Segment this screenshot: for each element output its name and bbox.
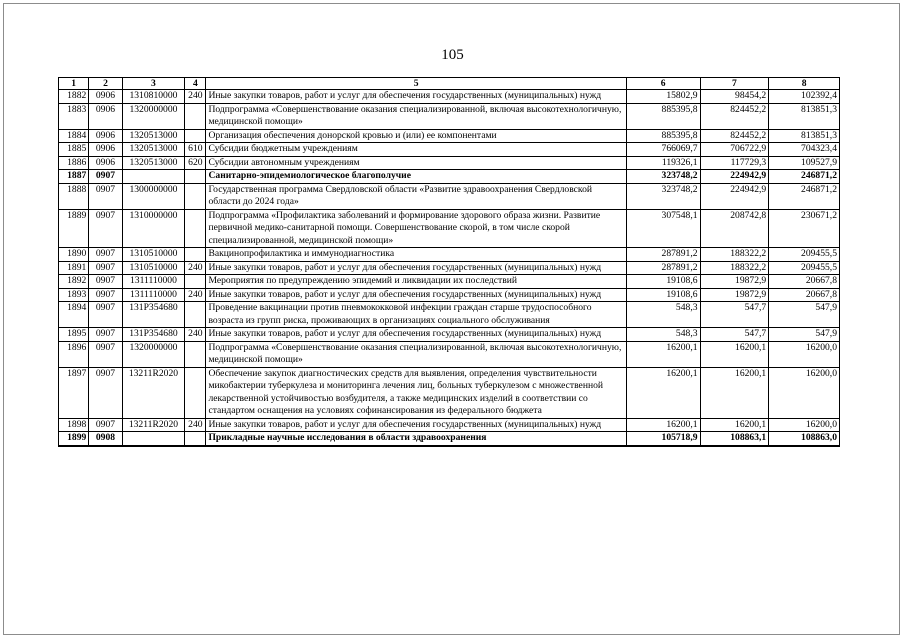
table-body <box>59 90 840 446</box>
table-row <box>59 418 840 432</box>
row-number-cell: 1888 <box>59 183 89 209</box>
target-item-code-cell: 1300000000 <box>122 183 185 209</box>
row-number-cell: 1884 <box>59 129 89 143</box>
item-name-cell: Субсидии бюджетным учреждениям <box>206 143 626 157</box>
target-item-code-cell: 13211R2020 <box>122 367 185 418</box>
table-row <box>59 156 840 170</box>
target-item-code-cell: 1310000000 <box>122 209 185 248</box>
header-cell: 4 <box>185 78 206 90</box>
table-row <box>59 183 840 209</box>
section-code-cell: 0906 <box>89 156 122 170</box>
row-number-cell: 1882 <box>59 90 89 104</box>
section-code-cell: 0907 <box>89 367 122 418</box>
row-number-cell: 1886 <box>59 156 89 170</box>
amount-year3-cell: 246871,2 <box>769 170 840 184</box>
amount-year1-cell: 19108,6 <box>626 288 700 302</box>
header-cell: 5 <box>206 78 626 90</box>
row-number-cell: 1892 <box>59 275 89 289</box>
budget-table <box>58 77 840 447</box>
amount-year1-cell: 119326,1 <box>626 156 700 170</box>
target-item-code-cell <box>122 432 185 446</box>
target-item-code-cell: 1311110000 <box>122 275 185 289</box>
amount-year2-cell: 16200,1 <box>700 341 769 367</box>
row-number-cell: 1899 <box>59 432 89 446</box>
table-row <box>59 288 840 302</box>
amount-year2-cell: 706722,9 <box>700 143 769 157</box>
table-row <box>59 103 840 129</box>
header-cell: 3 <box>122 78 185 90</box>
section-code-cell: 0907 <box>89 248 122 262</box>
amount-year1-cell: 323748,2 <box>626 170 700 184</box>
amount-year1-cell: 548,3 <box>626 302 700 328</box>
section-code-cell: 0907 <box>89 328 122 342</box>
amount-year3-cell: 813851,3 <box>769 129 840 143</box>
row-number-cell: 1883 <box>59 103 89 129</box>
target-item-code-cell: 131P354680 <box>122 302 185 328</box>
table-row <box>59 143 840 157</box>
target-item-code-cell: 1311110000 <box>122 288 185 302</box>
header-cell: 2 <box>89 78 122 90</box>
section-code-cell: 0907 <box>89 183 122 209</box>
item-name-cell: Санитарно-эпидемиологическое благополучие <box>206 170 626 184</box>
expense-type-code-cell <box>185 103 206 129</box>
target-item-code-cell: 1310510000 <box>122 261 185 275</box>
item-name-cell: Обеспечение закупок диагностических средств для выявления, определения чувствительности микобактерии туберкулеза и мониторинга лечения лиц, больных туберкулезом с множественной лекарственной устойчивостью возбудителя, а также медицинских изделий в соответствии со стандартом оснащения на условиях софинансирования из федерального бюджета <box>206 367 626 418</box>
amount-year1-cell: 548,3 <box>626 328 700 342</box>
section-code-cell: 0906 <box>89 90 122 104</box>
amount-year1-cell: 885395,8 <box>626 103 700 129</box>
expense-type-code-cell <box>185 341 206 367</box>
item-name-cell: Иные закупки товаров, работ и услуг для обеспечения государственных (муниципальных) нужд <box>206 261 626 275</box>
item-name-cell: Прикладные научные исследования в области здравоохранения <box>206 432 626 446</box>
amount-year3-cell: 209455,5 <box>769 261 840 275</box>
amount-year3-cell: 16200,0 <box>769 341 840 367</box>
expense-type-code-cell: 610 <box>185 143 206 157</box>
amount-year2-cell: 224942,9 <box>700 183 769 209</box>
table-header-row <box>59 78 840 90</box>
row-number-cell: 1893 <box>59 288 89 302</box>
section-code-cell: 0907 <box>89 261 122 275</box>
section-code-cell: 0907 <box>89 170 122 184</box>
table-row <box>59 261 840 275</box>
section-code-cell: 0907 <box>89 288 122 302</box>
amount-year3-cell: 16200,0 <box>769 418 840 432</box>
row-number-cell: 1897 <box>59 367 89 418</box>
amount-year3-cell: 704323,4 <box>769 143 840 157</box>
amount-year3-cell: 246871,2 <box>769 183 840 209</box>
expense-type-code-cell: 240 <box>185 288 206 302</box>
expense-type-code-cell: 240 <box>185 328 206 342</box>
amount-year1-cell: 885395,8 <box>626 129 700 143</box>
amount-year2-cell: 19872,9 <box>700 288 769 302</box>
item-name-cell: Иные закупки товаров, работ и услуг для обеспечения государственных (муниципальных) нужд <box>206 328 626 342</box>
amount-year1-cell: 323748,2 <box>626 183 700 209</box>
amount-year2-cell: 824452,2 <box>700 103 769 129</box>
table-row <box>59 432 840 446</box>
amount-year2-cell: 16200,1 <box>700 367 769 418</box>
amount-year3-cell: 547,9 <box>769 328 840 342</box>
row-number-cell: 1896 <box>59 341 89 367</box>
amount-year1-cell: 766069,7 <box>626 143 700 157</box>
item-name-cell: Государственная программа Свердловской области «Развитие здравоохранения Свердловской области до 2024 года» <box>206 183 626 209</box>
amount-year1-cell: 16200,1 <box>626 341 700 367</box>
target-item-code-cell: 1310810000 <box>122 90 185 104</box>
amount-year2-cell: 108863,1 <box>700 432 769 446</box>
table-row <box>59 129 840 143</box>
row-number-cell: 1887 <box>59 170 89 184</box>
amount-year3-cell: 109527,9 <box>769 156 840 170</box>
expense-type-code-cell: 620 <box>185 156 206 170</box>
amount-year1-cell: 287891,2 <box>626 248 700 262</box>
page-number: 105 <box>441 47 464 63</box>
table-row <box>59 209 840 248</box>
item-name-cell: Подпрограмма «Профилактика заболеваний и формирование здорового образа жизни. Развитие первичной медико-санитарной помощи. Совершенствование скорой, в том числе скорой специализированной, медицинской помощи» <box>206 209 626 248</box>
section-code-cell: 0908 <box>89 432 122 446</box>
amount-year2-cell: 98454,2 <box>700 90 769 104</box>
expense-type-code-cell <box>185 367 206 418</box>
expense-type-code-cell: 240 <box>185 90 206 104</box>
amount-year2-cell: 208742,8 <box>700 209 769 248</box>
header-cell: 1 <box>59 78 89 90</box>
expense-type-code-cell <box>185 129 206 143</box>
amount-year3-cell: 20667,8 <box>769 288 840 302</box>
amount-year3-cell: 209455,5 <box>769 248 840 262</box>
table-row <box>59 367 840 418</box>
row-number-cell: 1898 <box>59 418 89 432</box>
amount-year1-cell: 16200,1 <box>626 367 700 418</box>
expense-type-code-cell: 240 <box>185 418 206 432</box>
header-cell: 8 <box>769 78 840 90</box>
row-number-cell: 1891 <box>59 261 89 275</box>
table-row <box>59 341 840 367</box>
amount-year3-cell: 102392,4 <box>769 90 840 104</box>
expense-type-code-cell: 240 <box>185 261 206 275</box>
amount-year1-cell: 15802,9 <box>626 90 700 104</box>
target-item-code-cell: 1310510000 <box>122 248 185 262</box>
section-code-cell: 0907 <box>89 275 122 289</box>
amount-year1-cell: 105718,9 <box>626 432 700 446</box>
amount-year2-cell: 547,7 <box>700 328 769 342</box>
amount-year1-cell: 19108,6 <box>626 275 700 289</box>
target-item-code-cell: 1320513000 <box>122 129 185 143</box>
expense-type-code-cell <box>185 275 206 289</box>
target-item-code-cell <box>122 170 185 184</box>
item-name-cell: Подпрограмма «Совершенствование оказания специализированной, включая высокотехнологичную, медицинской помощи» <box>206 341 626 367</box>
expense-type-code-cell <box>185 170 206 184</box>
item-name-cell: Иные закупки товаров, работ и услуг для обеспечения государственных (муниципальных) нужд <box>206 288 626 302</box>
item-name-cell: Вакцинопрофилактика и иммунодиагностика <box>206 248 626 262</box>
target-item-code-cell: 1320513000 <box>122 143 185 157</box>
section-code-cell: 0907 <box>89 341 122 367</box>
amount-year2-cell: 188322,2 <box>700 248 769 262</box>
row-number-cell: 1890 <box>59 248 89 262</box>
target-item-code-cell: 1320000000 <box>122 103 185 129</box>
expense-type-code-cell <box>185 302 206 328</box>
section-code-cell: 0907 <box>89 302 122 328</box>
table-row <box>59 170 840 184</box>
header-cell: 7 <box>700 78 769 90</box>
target-item-code-cell: 13211R2020 <box>122 418 185 432</box>
header-cell: 6 <box>626 78 700 90</box>
amount-year3-cell: 813851,3 <box>769 103 840 129</box>
amount-year3-cell: 20667,8 <box>769 275 840 289</box>
amount-year2-cell: 16200,1 <box>700 418 769 432</box>
amount-year2-cell: 547,7 <box>700 302 769 328</box>
row-number-cell: 1895 <box>59 328 89 342</box>
expense-type-code-cell <box>185 432 206 446</box>
amount-year1-cell: 287891,2 <box>626 261 700 275</box>
expense-type-code-cell <box>185 248 206 262</box>
table-row <box>59 248 840 262</box>
item-name-cell: Подпрограмма «Совершенствование оказания специализированной, включая высокотехнологичную, медицинской помощи» <box>206 103 626 129</box>
section-code-cell: 0907 <box>89 209 122 248</box>
item-name-cell: Организация обеспечения донорской кровью и (или) ее компонентами <box>206 129 626 143</box>
row-number-cell: 1885 <box>59 143 89 157</box>
target-item-code-cell: 1320000000 <box>122 341 185 367</box>
row-number-cell: 1889 <box>59 209 89 248</box>
amount-year3-cell: 547,9 <box>769 302 840 328</box>
amount-year1-cell: 307548,1 <box>626 209 700 248</box>
amount-year1-cell: 16200,1 <box>626 418 700 432</box>
row-number-cell: 1894 <box>59 302 89 328</box>
table-row <box>59 328 840 342</box>
target-item-code-cell: 131P354680 <box>122 328 185 342</box>
table-row <box>59 275 840 289</box>
amount-year2-cell: 117729,3 <box>700 156 769 170</box>
amount-year3-cell: 16200,0 <box>769 367 840 418</box>
section-code-cell: 0907 <box>89 418 122 432</box>
table-row <box>59 302 840 328</box>
section-code-cell: 0906 <box>89 143 122 157</box>
expense-type-code-cell <box>185 183 206 209</box>
target-item-code-cell: 1320513000 <box>122 156 185 170</box>
section-code-cell: 0906 <box>89 103 122 129</box>
amount-year2-cell: 224942,9 <box>700 170 769 184</box>
item-name-cell: Проведение вакцинации против пневмококковой инфекции граждан старше трудоспособного возраста из групп риска, проживающих в организациях социального обслуживания <box>206 302 626 328</box>
table-row <box>59 90 840 104</box>
expense-type-code-cell <box>185 209 206 248</box>
amount-year2-cell: 19872,9 <box>700 275 769 289</box>
item-name-cell: Мероприятия по предупреждению эпидемий и ликвидации их последствий <box>206 275 626 289</box>
amount-year2-cell: 188322,2 <box>700 261 769 275</box>
item-name-cell: Иные закупки товаров, работ и услуг для обеспечения государственных (муниципальных) нужд <box>206 90 626 104</box>
section-code-cell: 0906 <box>89 129 122 143</box>
item-name-cell: Иные закупки товаров, работ и услуг для обеспечения государственных (муниципальных) нужд <box>206 418 626 432</box>
amount-year3-cell: 230671,2 <box>769 209 840 248</box>
item-name-cell: Субсидии автономным учреждениям <box>206 156 626 170</box>
amount-year3-cell: 108863,0 <box>769 432 840 446</box>
amount-year2-cell: 824452,2 <box>700 129 769 143</box>
